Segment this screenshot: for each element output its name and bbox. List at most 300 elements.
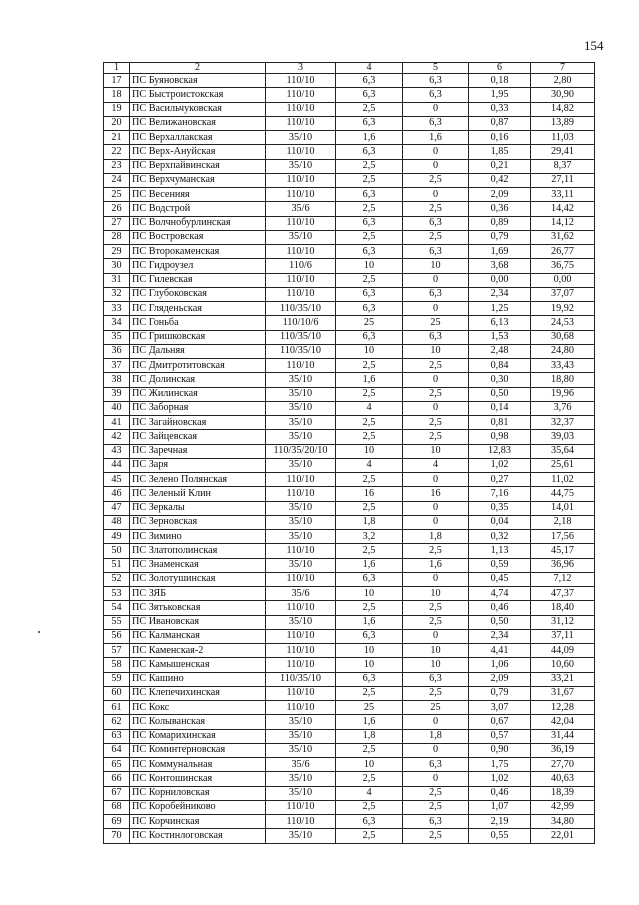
load-percent-cell: 27,11 [531, 173, 595, 187]
substation-name-cell: ПС Комарихинская [130, 729, 266, 743]
capacity-2-cell: 10 [403, 587, 469, 601]
capacity-1-cell: 10 [336, 259, 403, 273]
substation-name-cell: ПС Водстрой [130, 202, 266, 216]
load-cell: 3,68 [469, 259, 531, 273]
load-percent-cell: 24,80 [531, 344, 595, 358]
substation-name-cell: ПС Коммунальная [130, 758, 266, 772]
table-row [104, 316, 595, 330]
row-number-cell: 33 [104, 302, 130, 316]
row-number-cell: 48 [104, 515, 130, 529]
capacity-1-cell: 6,3 [336, 188, 403, 202]
voltage-cell: 110/10 [266, 601, 336, 615]
row-number-cell: 66 [104, 772, 130, 786]
load-cell: 1,85 [469, 145, 531, 159]
substation-name-cell: ПС Гилевская [130, 273, 266, 287]
load-percent-cell: 37,11 [531, 629, 595, 643]
load-cell: 0,50 [469, 387, 531, 401]
table-row [104, 416, 595, 430]
load-cell: 0,45 [469, 572, 531, 586]
substation-name-cell: ПС Гоньба [130, 316, 266, 330]
voltage-cell: 110/35/10 [266, 672, 336, 686]
load-cell: 0,55 [469, 829, 531, 843]
table-row [104, 658, 595, 672]
capacity-2-cell: 6,3 [403, 287, 469, 301]
row-number-cell: 17 [104, 74, 130, 88]
load-cell: 0,46 [469, 786, 531, 800]
load-percent-cell: 33,21 [531, 672, 595, 686]
capacity-2-cell: 4 [403, 458, 469, 472]
table-row [104, 515, 595, 529]
capacity-1-cell: 10 [336, 587, 403, 601]
substation-name-cell: ПС Колыванская [130, 715, 266, 729]
load-percent-cell: 18,40 [531, 601, 595, 615]
scan-speck [38, 631, 40, 633]
load-percent-cell: 14,42 [531, 202, 595, 216]
voltage-cell: 35/6 [266, 758, 336, 772]
load-cell: 2,19 [469, 815, 531, 829]
row-number-cell: 36 [104, 344, 130, 358]
substation-name-cell: ПС Коробейниково [130, 800, 266, 814]
table-row [104, 772, 595, 786]
substation-name-cell: ПС Ивановская [130, 615, 266, 629]
capacity-1-cell: 25 [336, 316, 403, 330]
load-percent-cell: 0,00 [531, 273, 595, 287]
capacity-1-cell: 1,6 [336, 373, 403, 387]
load-percent-cell: 34,80 [531, 815, 595, 829]
voltage-cell: 110/10 [266, 273, 336, 287]
voltage-cell: 35/10 [266, 729, 336, 743]
load-percent-cell: 47,37 [531, 587, 595, 601]
row-number-cell: 68 [104, 800, 130, 814]
capacity-2-cell: 2,5 [403, 544, 469, 558]
row-number-cell: 30 [104, 259, 130, 273]
load-percent-cell: 11,02 [531, 473, 595, 487]
load-cell: 0,67 [469, 715, 531, 729]
voltage-cell: 110/10 [266, 116, 336, 130]
substation-name-cell: ПС Волчнобурлинская [130, 216, 266, 230]
capacity-2-cell: 2,5 [403, 230, 469, 244]
row-number-cell: 20 [104, 116, 130, 130]
table-body [104, 74, 595, 844]
capacity-2-cell: 1,6 [403, 131, 469, 145]
capacity-2-cell: 0 [403, 473, 469, 487]
substation-name-cell: ПС Весенняя [130, 188, 266, 202]
voltage-cell: 110/10 [266, 245, 336, 259]
load-cell: 1,07 [469, 800, 531, 814]
load-percent-cell: 18,39 [531, 786, 595, 800]
capacity-1-cell: 6,3 [336, 572, 403, 586]
capacity-1-cell: 2,5 [336, 544, 403, 558]
substation-name-cell: ПС Зерновская [130, 515, 266, 529]
row-number-cell: 62 [104, 715, 130, 729]
load-percent-cell: 31,62 [531, 230, 595, 244]
load-cell: 0,30 [469, 373, 531, 387]
capacity-1-cell: 2,5 [336, 273, 403, 287]
row-number-cell: 19 [104, 102, 130, 116]
load-cell: 2,09 [469, 188, 531, 202]
capacity-2-cell: 0 [403, 273, 469, 287]
load-cell: 4,74 [469, 587, 531, 601]
header-row [104, 63, 595, 74]
load-percent-cell: 2,18 [531, 515, 595, 529]
row-number-cell: 53 [104, 587, 130, 601]
table-row [104, 444, 595, 458]
load-percent-cell: 31,67 [531, 686, 595, 700]
capacity-2-cell: 2,5 [403, 416, 469, 430]
substation-name-cell: ПС Кашино [130, 672, 266, 686]
substation-name-cell: ПС Знаменская [130, 558, 266, 572]
row-number-cell: 67 [104, 786, 130, 800]
row-number-cell: 59 [104, 672, 130, 686]
voltage-cell: 110/10 [266, 544, 336, 558]
page-number: 154 [584, 38, 604, 53]
load-cell: 2,48 [469, 344, 531, 358]
table-row [104, 116, 595, 130]
voltage-cell: 110/10 [266, 216, 336, 230]
substation-name-cell: ПС Зятьковская [130, 601, 266, 615]
capacity-1-cell: 4 [336, 786, 403, 800]
capacity-2-cell: 0 [403, 629, 469, 643]
voltage-cell: 110/10 [266, 287, 336, 301]
row-number-cell: 28 [104, 230, 130, 244]
row-number-cell: 51 [104, 558, 130, 572]
capacity-1-cell: 4 [336, 458, 403, 472]
capacity-2-cell: 0 [403, 743, 469, 757]
voltage-cell: 35/10 [266, 772, 336, 786]
capacity-1-cell: 4 [336, 401, 403, 415]
capacity-2-cell: 6,3 [403, 116, 469, 130]
substation-name-cell: ПС Верх-Ануйская [130, 145, 266, 159]
table-row [104, 701, 595, 715]
capacity-2-cell: 0 [403, 102, 469, 116]
row-number-cell: 44 [104, 458, 130, 472]
substation-name-cell: ПС Калманская [130, 629, 266, 643]
row-number-cell: 18 [104, 88, 130, 102]
substation-name-cell: ПС Заборная [130, 401, 266, 415]
capacity-2-cell: 10 [403, 344, 469, 358]
header-cell: 1 [104, 63, 130, 74]
load-cell: 1,53 [469, 330, 531, 344]
capacity-2-cell: 10 [403, 644, 469, 658]
capacity-2-cell: 1,8 [403, 530, 469, 544]
header-cell: 3 [266, 63, 336, 74]
capacity-2-cell: 2,5 [403, 615, 469, 629]
load-percent-cell: 30,90 [531, 88, 595, 102]
voltage-cell: 110/10 [266, 644, 336, 658]
voltage-cell: 35/10 [266, 373, 336, 387]
capacity-1-cell: 2,5 [336, 416, 403, 430]
table-row [104, 758, 595, 772]
capacity-2-cell: 6,3 [403, 330, 469, 344]
substation-name-cell: ПС Зеркалы [130, 501, 266, 515]
row-number-cell: 60 [104, 686, 130, 700]
substation-name-cell: ПС Васильчуковская [130, 102, 266, 116]
capacity-1-cell: 6,3 [336, 287, 403, 301]
table-row [104, 558, 595, 572]
substation-name-cell: ПС Дальняя [130, 344, 266, 358]
load-percent-cell: 14,82 [531, 102, 595, 116]
voltage-cell: 110/10 [266, 359, 336, 373]
load-cell: 0,36 [469, 202, 531, 216]
load-cell: 0,04 [469, 515, 531, 529]
table-row [104, 786, 595, 800]
load-percent-cell: 18,80 [531, 373, 595, 387]
substation-name-cell: ПС Каменская-2 [130, 644, 266, 658]
load-cell: 0,14 [469, 401, 531, 415]
table-row [104, 273, 595, 287]
load-percent-cell: 42,04 [531, 715, 595, 729]
voltage-cell: 110/10 [266, 686, 336, 700]
capacity-1-cell: 6,3 [336, 88, 403, 102]
substation-name-cell: ПС Загайновская [130, 416, 266, 430]
table-row [104, 344, 595, 358]
capacity-2-cell: 2,5 [403, 359, 469, 373]
capacity-1-cell: 2,5 [336, 202, 403, 216]
header-cell: 2 [130, 63, 266, 74]
capacity-2-cell: 2,5 [403, 173, 469, 187]
load-percent-cell: 12,28 [531, 701, 595, 715]
row-number-cell: 42 [104, 430, 130, 444]
load-cell: 0,32 [469, 530, 531, 544]
table-row [104, 302, 595, 316]
table-row [104, 202, 595, 216]
load-cell: 2,34 [469, 287, 531, 301]
capacity-2-cell: 1,6 [403, 558, 469, 572]
substation-name-cell: ПС Коминтерновская [130, 743, 266, 757]
voltage-cell: 110/35/10 [266, 330, 336, 344]
substation-name-cell: ПС Дмитротитовская [130, 359, 266, 373]
substation-name-cell: ПС Контошинская [130, 772, 266, 786]
row-number-cell: 56 [104, 629, 130, 643]
header-cell: 6 [469, 63, 531, 74]
load-cell: 3,07 [469, 701, 531, 715]
table-row [104, 359, 595, 373]
load-cell: 0,46 [469, 601, 531, 615]
row-number-cell: 32 [104, 287, 130, 301]
load-percent-cell: 11,03 [531, 131, 595, 145]
substation-name-cell: ПС Гришковская [130, 330, 266, 344]
substation-name-cell: ПС Гляденьская [130, 302, 266, 316]
voltage-cell: 110/35/20/10 [266, 444, 336, 458]
load-cell: 0,57 [469, 729, 531, 743]
load-cell: 1,06 [469, 658, 531, 672]
capacity-1-cell: 2,5 [336, 473, 403, 487]
capacity-1-cell: 3,2 [336, 530, 403, 544]
capacity-2-cell: 6,3 [403, 88, 469, 102]
capacity-1-cell: 6,3 [336, 116, 403, 130]
load-percent-cell: 25,61 [531, 458, 595, 472]
table-row [104, 501, 595, 515]
row-number-cell: 49 [104, 530, 130, 544]
capacity-1-cell: 10 [336, 344, 403, 358]
table-row [104, 373, 595, 387]
load-percent-cell: 3,76 [531, 401, 595, 415]
capacity-1-cell: 25 [336, 701, 403, 715]
voltage-cell: 110/10 [266, 188, 336, 202]
voltage-cell: 110/10/6 [266, 316, 336, 330]
substation-name-cell: ПС Златополинская [130, 544, 266, 558]
voltage-cell: 35/6 [266, 587, 336, 601]
load-cell: 1,25 [469, 302, 531, 316]
load-cell: 1,95 [469, 88, 531, 102]
table-row [104, 715, 595, 729]
capacity-1-cell: 10 [336, 658, 403, 672]
capacity-2-cell: 0 [403, 145, 469, 159]
row-number-cell: 40 [104, 401, 130, 415]
capacity-1-cell: 2,5 [336, 743, 403, 757]
voltage-cell: 35/10 [266, 401, 336, 415]
capacity-1-cell: 6,3 [336, 330, 403, 344]
capacity-2-cell: 6,3 [403, 815, 469, 829]
row-number-cell: 65 [104, 758, 130, 772]
capacity-2-cell: 2,5 [403, 786, 469, 800]
load-percent-cell: 27,70 [531, 758, 595, 772]
row-number-cell: 25 [104, 188, 130, 202]
row-number-cell: 54 [104, 601, 130, 615]
capacity-2-cell: 2,5 [403, 387, 469, 401]
load-cell: 2,34 [469, 629, 531, 643]
table-row [104, 729, 595, 743]
load-cell: 0,81 [469, 416, 531, 430]
capacity-2-cell: 2,5 [403, 430, 469, 444]
substation-name-cell: ПС Верхаллакская [130, 131, 266, 145]
load-cell: 2,09 [469, 672, 531, 686]
voltage-cell: 110/10 [266, 88, 336, 102]
voltage-cell: 110/10 [266, 815, 336, 829]
load-percent-cell: 33,11 [531, 188, 595, 202]
substation-name-cell: ПС Зайцевская [130, 430, 266, 444]
capacity-2-cell: 0 [403, 188, 469, 202]
capacity-2-cell: 0 [403, 401, 469, 415]
capacity-1-cell: 10 [336, 444, 403, 458]
voltage-cell: 35/10 [266, 501, 336, 515]
substation-name-cell: ПС Второкаменская [130, 245, 266, 259]
load-cell: 1,02 [469, 458, 531, 472]
load-percent-cell: 33,43 [531, 359, 595, 373]
load-cell: 0,18 [469, 74, 531, 88]
substation-name-cell: ПС Велижановская [130, 116, 266, 130]
row-number-cell: 38 [104, 373, 130, 387]
substation-name-cell: ПС Зеленый Клин [130, 487, 266, 501]
load-percent-cell: 14,12 [531, 216, 595, 230]
capacity-1-cell: 2,5 [336, 430, 403, 444]
table-row [104, 245, 595, 259]
capacity-2-cell: 2,5 [403, 601, 469, 615]
table-row [104, 430, 595, 444]
capacity-1-cell: 2,5 [336, 601, 403, 615]
load-percent-cell: 26,77 [531, 245, 595, 259]
load-cell: 1,75 [469, 758, 531, 772]
table-row [104, 686, 595, 700]
capacity-1-cell: 2,5 [336, 686, 403, 700]
substation-name-cell: ПС Буяновская [130, 74, 266, 88]
load-cell: 12,83 [469, 444, 531, 458]
capacity-2-cell: 0 [403, 373, 469, 387]
table-row [104, 672, 595, 686]
table-row [104, 216, 595, 230]
capacity-1-cell: 2,5 [336, 173, 403, 187]
row-number-cell: 70 [104, 829, 130, 843]
substation-name-cell: ПС Гидроузел [130, 259, 266, 273]
row-number-cell: 26 [104, 202, 130, 216]
capacity-1-cell: 1,6 [336, 615, 403, 629]
table-row [104, 259, 595, 273]
table-row [104, 800, 595, 814]
load-cell: 0,50 [469, 615, 531, 629]
row-number-cell: 43 [104, 444, 130, 458]
substation-name-cell: ПС Золотушинская [130, 572, 266, 586]
capacity-1-cell: 10 [336, 644, 403, 658]
voltage-cell: 110/10 [266, 173, 336, 187]
table-row [104, 131, 595, 145]
capacity-2-cell: 6,3 [403, 672, 469, 686]
substation-name-cell: ПС Кокс [130, 701, 266, 715]
table-row [104, 815, 595, 829]
row-number-cell: 50 [104, 544, 130, 558]
table-row [104, 401, 595, 415]
header-cell: 4 [336, 63, 403, 74]
load-percent-cell: 8,37 [531, 159, 595, 173]
capacity-1-cell: 2,5 [336, 387, 403, 401]
capacity-2-cell: 0 [403, 501, 469, 515]
substation-name-cell: ПС Камышенская [130, 658, 266, 672]
capacity-1-cell: 2,5 [336, 829, 403, 843]
load-percent-cell: 22,01 [531, 829, 595, 843]
voltage-cell: 35/10 [266, 829, 336, 843]
row-number-cell: 34 [104, 316, 130, 330]
capacity-2-cell: 10 [403, 259, 469, 273]
load-percent-cell: 42,99 [531, 800, 595, 814]
table-row [104, 145, 595, 159]
load-cell: 6,13 [469, 316, 531, 330]
load-percent-cell: 36,96 [531, 558, 595, 572]
load-cell: 0,87 [469, 116, 531, 130]
load-percent-cell: 30,68 [531, 330, 595, 344]
row-number-cell: 64 [104, 743, 130, 757]
voltage-cell: 35/10 [266, 458, 336, 472]
voltage-cell: 110/10 [266, 473, 336, 487]
capacity-1-cell: 6,3 [336, 672, 403, 686]
voltage-cell: 110/10 [266, 487, 336, 501]
capacity-2-cell: 6,3 [403, 758, 469, 772]
capacity-2-cell: 6,3 [403, 216, 469, 230]
voltage-cell: 35/10 [266, 515, 336, 529]
capacity-1-cell: 1,6 [336, 715, 403, 729]
substation-table [103, 62, 595, 844]
table-row [104, 829, 595, 843]
voltage-cell: 35/10 [266, 530, 336, 544]
table-row [104, 173, 595, 187]
capacity-1-cell: 6,3 [336, 145, 403, 159]
capacity-2-cell: 0 [403, 302, 469, 316]
table-row [104, 287, 595, 301]
substation-name-cell: ПС Костинлоговская [130, 829, 266, 843]
voltage-cell: 35/10 [266, 230, 336, 244]
voltage-cell: 35/10 [266, 615, 336, 629]
capacity-1-cell: 16 [336, 487, 403, 501]
row-number-cell: 55 [104, 615, 130, 629]
load-percent-cell: 14,01 [531, 501, 595, 515]
voltage-cell: 35/10 [266, 743, 336, 757]
load-percent-cell: 29,41 [531, 145, 595, 159]
load-percent-cell: 32,37 [531, 416, 595, 430]
capacity-2-cell: 0 [403, 772, 469, 786]
capacity-1-cell: 1,6 [336, 131, 403, 145]
substation-name-cell: ПС Заречная [130, 444, 266, 458]
substation-name-cell: ПС Клепечихинская [130, 686, 266, 700]
load-percent-cell: 19,96 [531, 387, 595, 401]
voltage-cell: 35/6 [266, 202, 336, 216]
